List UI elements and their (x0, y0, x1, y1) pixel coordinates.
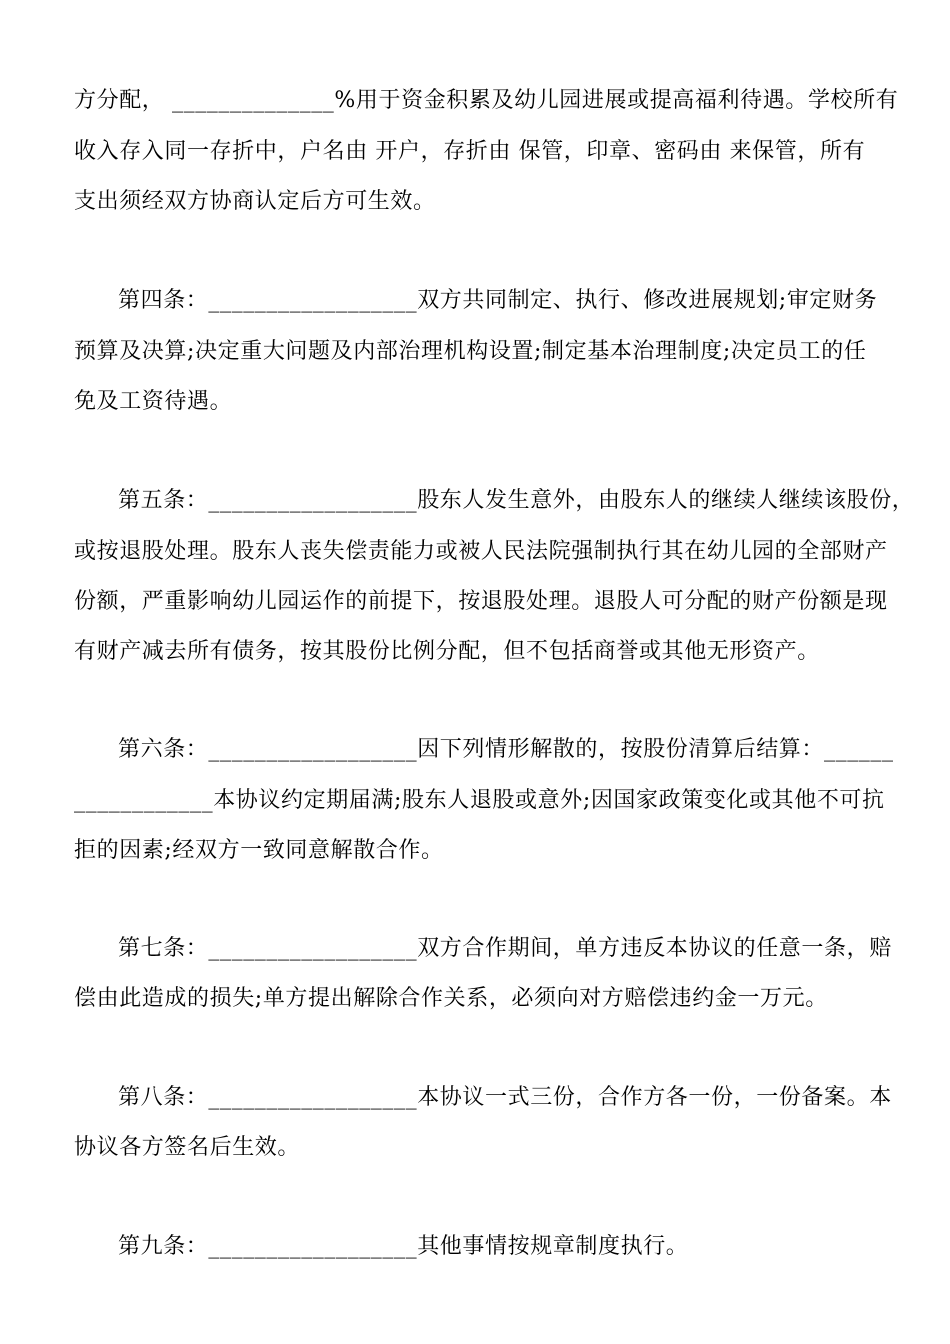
text-line: 预算及决算;决定重大问题及内部治理机构设置;制定基本治理制度;决定员工的任 (74, 339, 867, 364)
text-line: ____________本协议约定期届满;股东人退股或意外;因国家政策变化或其他不可抗 (74, 788, 885, 813)
text-line: 拒的因素;经双方一致同意解散合作。 (74, 838, 444, 863)
clause-7-line: 第七条：__________________双方合作期间，单方违反本协议的任意一条，赔 (118, 936, 892, 961)
text-line: 协议各方签名后生效。 (74, 1135, 301, 1160)
clause-4-line: 第四条：__________________双方共同制定、执行、修改进展规划;审定财务 (118, 288, 878, 313)
text-line: 收入存入同一存折中，户名由 开户，存折由 保管，印章、密码由 来保管，所有 (74, 139, 866, 164)
text-line: 支出须经双方协商认定后方可生效。 (74, 189, 436, 214)
clause-9-line: 第九条：__________________其他事情按规章制度执行。 (118, 1234, 689, 1259)
text-line: 或按退股处理。股东人丧失偿责能力或被人民法院强制执行其在幼儿园的全部财产 (74, 539, 888, 564)
text-line: 方分配， ______________%用于资金积累及幼儿园进展或提高福利待遇。学校所有 (74, 88, 899, 113)
text-line: 免及工资待遇。 (74, 389, 233, 414)
text-line: 偿由此造成的损失;单方提出解除合作关系，必须向对方赔偿违约金一万元。 (74, 986, 828, 1011)
text-line: 有财产减去所有债务，按其股份比例分配，但不包括商誉或其他无形资产。 (74, 639, 820, 664)
clause-8-line: 第八条：__________________本协议一式三份，合作方各一份，一份备案。本 (118, 1085, 892, 1110)
clause-5-line: 第五条：__________________股东人发生意外，由股东人的继续人继续该股份， (118, 488, 915, 513)
clause-6-line: 第六条：__________________因下列情形解散的，按股份清算后结算：______ (118, 737, 894, 762)
text-line: 份额，严重影响幼儿园运作的前提下，按退股处理。退股人可分配的财产份额是现 (74, 589, 888, 614)
